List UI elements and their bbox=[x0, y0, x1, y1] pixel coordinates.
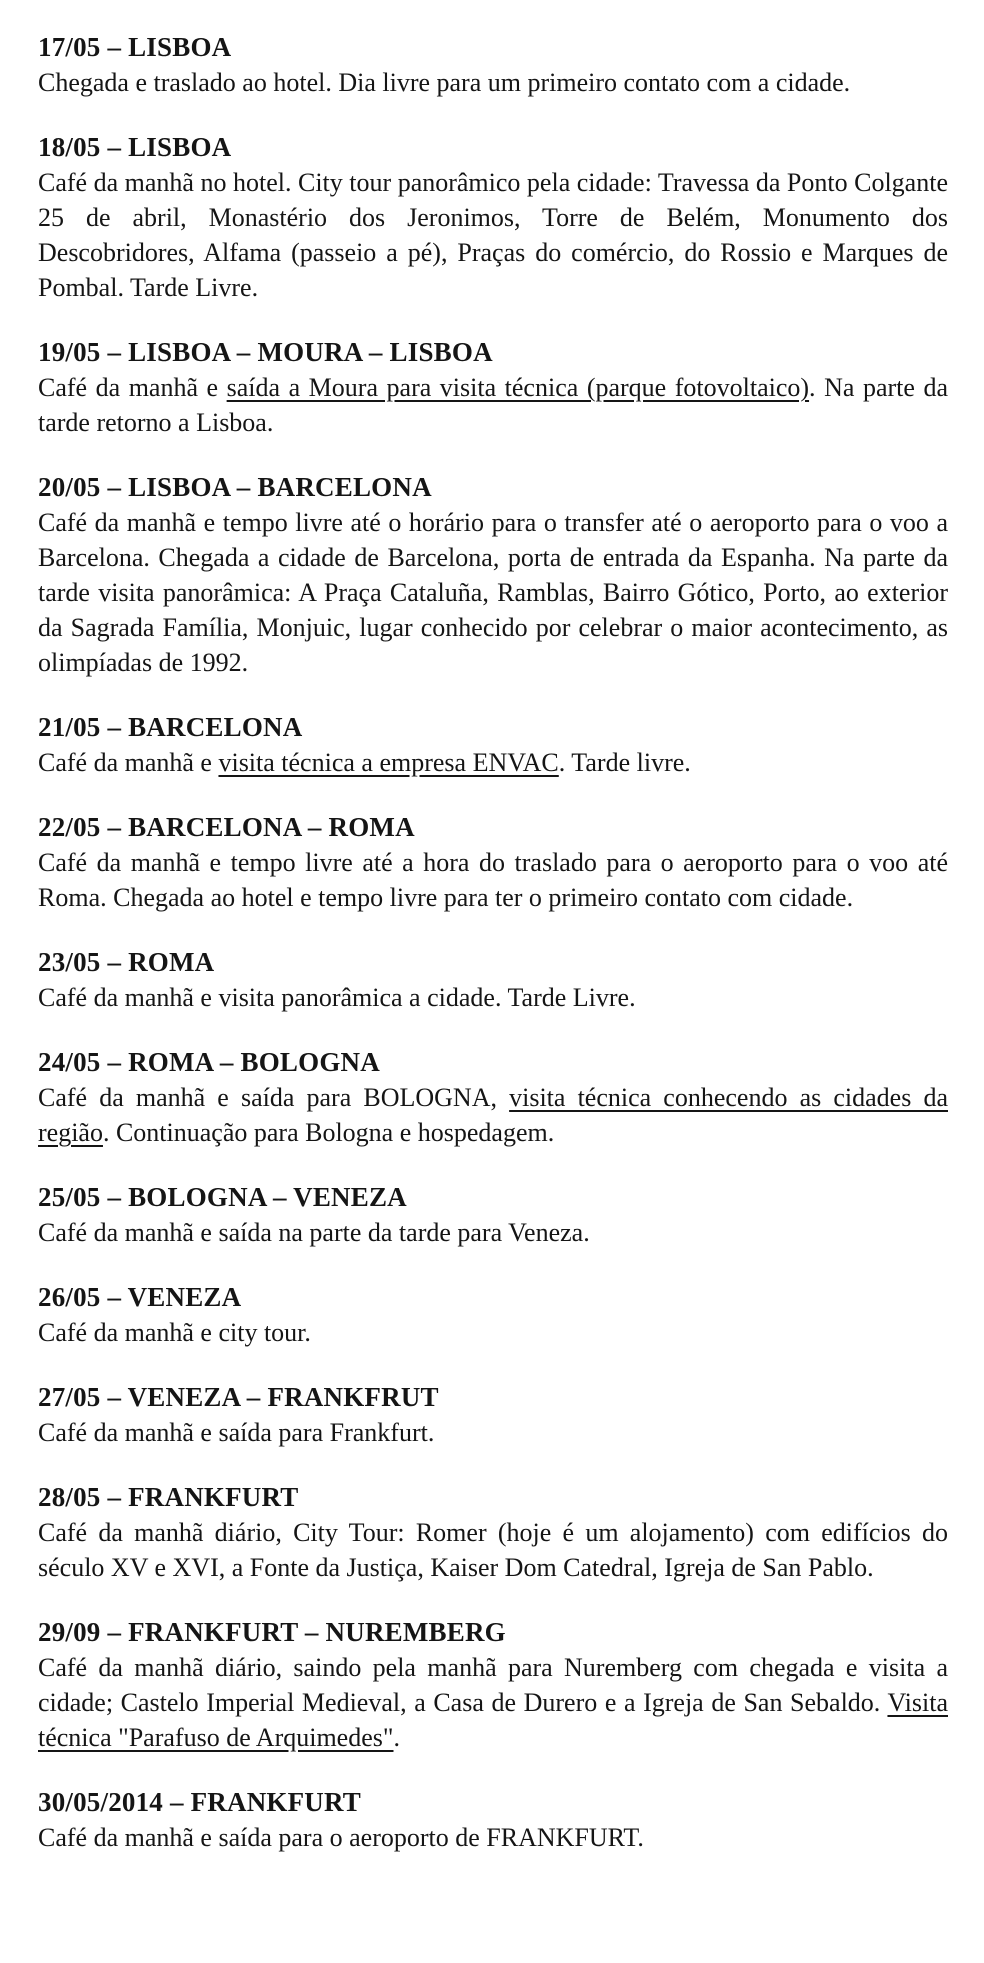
day-section bbox=[38, 1480, 948, 1585]
text-segment: Café da manhã diário, City Tour: Romer (hoje é um alojamento) com edifícios do século XV e XVI, a Fonte da Justiça, Kaiser Dom Catedral, Igreja de San Pablo. bbox=[38, 1518, 948, 1582]
text-segment: Chegada e traslado ao hotel. Dia livre para um primeiro contato com a cidade. bbox=[38, 68, 851, 97]
day-description bbox=[38, 845, 948, 915]
day-heading: 20/05 – LISBOA – BARCELONA bbox=[38, 472, 432, 502]
day-description bbox=[38, 980, 948, 1015]
day-section bbox=[38, 810, 948, 915]
day-heading: 22/05 – BARCELONA – ROMA bbox=[38, 812, 415, 842]
text-segment: Café da manhã no hotel. City tour panorâmico pela cidade: Travessa da Ponto Colgante 25 de abril, Monastério dos Jeronimos, Torre de Belém, Monumento dos Descobridores, Alfama (passeio a pé), Praças do comércio, do Rossio e Marques de Pombal. Tarde Livre. bbox=[38, 168, 948, 302]
day-description bbox=[38, 505, 948, 680]
day-heading: 25/05 – BOLOGNA – VENEZA bbox=[38, 1182, 407, 1212]
text-segment: Café da manhã e saída para BOLOGNA, bbox=[38, 1083, 510, 1112]
text-segment: Café da manhã e saída para o aeroporto de FRANKFURT. bbox=[38, 1823, 644, 1852]
day-section bbox=[38, 1280, 948, 1350]
day-description bbox=[38, 370, 948, 440]
day-section bbox=[38, 1045, 948, 1150]
day-section bbox=[38, 470, 948, 680]
day-heading: 18/05 – LISBOA bbox=[38, 132, 232, 162]
day-heading: 24/05 – ROMA – BOLOGNA bbox=[38, 1047, 380, 1077]
text-segment: . Continuação para Bologna e hospedagem. bbox=[102, 1118, 555, 1147]
day-heading: 17/05 – LISBOA bbox=[38, 32, 232, 62]
day-description bbox=[38, 1315, 948, 1350]
day-description bbox=[38, 1415, 948, 1450]
day-description bbox=[38, 1515, 948, 1585]
day-section bbox=[38, 1380, 948, 1450]
day-section bbox=[38, 1615, 948, 1755]
text-segment: Café da manhã e saída para Frankfurt. bbox=[38, 1418, 435, 1447]
text-segment: Café da manhã e visita panorâmica a cidade. Tarde Livre. bbox=[38, 983, 636, 1012]
text-segment: Café da manhã e bbox=[38, 748, 219, 777]
day-description bbox=[38, 745, 948, 780]
day-heading: 26/05 – VENEZA bbox=[38, 1282, 242, 1312]
day-description bbox=[38, 1650, 948, 1755]
day-description bbox=[38, 165, 948, 305]
day-heading: 29/09 – FRANKFURT – NUREMBERG bbox=[38, 1617, 506, 1647]
text-segment: Café da manhã diário, saindo pela manhã para Nuremberg com chegada e visita a cidade; Castelo Imperial Medieval, a Casa de Durero e a Igreja de San Sebaldo. bbox=[38, 1653, 948, 1717]
text-segment: Café da manhã e tempo livre até o horário para o transfer até o aeroporto para o voo a Barcelona. Chegada a cidade de Barcelona, porta de entrada da Espanha. Na parte da tarde visita panorâmica: A Praça Cataluña, Ramblas, Bairro Gótico, Porto, ao exterior da Sagrada Família, Monjuic, lugar conhecido por celebrar o maior acontecimento, as olimpíadas de 1992. bbox=[38, 508, 948, 677]
day-description bbox=[38, 1080, 948, 1150]
text-segment: Café da manhã e city tour. bbox=[38, 1318, 311, 1347]
underlined-phrase: saída a Moura para visita técnica (parque fotovoltaico) bbox=[226, 373, 810, 402]
day-heading: 23/05 – ROMA bbox=[38, 947, 215, 977]
text-segment: Café da manhã e bbox=[38, 373, 227, 402]
day-heading: 19/05 – LISBOA – MOURA – LISBOA bbox=[38, 337, 493, 367]
day-heading: 27/05 – VENEZA – FRANKFRUT bbox=[38, 1382, 439, 1412]
day-section bbox=[38, 1180, 948, 1250]
text-segment: Café da manhã e tempo livre até a hora do traslado para o aeroporto para o voo até Roma. Chegada ao hotel e tempo livre para ter o primeiro contato com cidade. bbox=[38, 848, 948, 912]
day-section bbox=[38, 710, 948, 780]
day-description bbox=[38, 1820, 948, 1855]
underlined-phrase: Visita técnica "Parafuso de Arquimedes" bbox=[38, 1688, 948, 1752]
day-heading: 28/05 – FRANKFURT bbox=[38, 1482, 299, 1512]
day-heading: 21/05 – BARCELONA bbox=[38, 712, 303, 742]
day-description bbox=[38, 1215, 948, 1250]
text-segment: Café da manhã e saída na parte da tarde para Veneza. bbox=[38, 1218, 590, 1247]
day-section bbox=[38, 1785, 948, 1855]
day-heading: 30/05/2014 – FRANKFURT bbox=[38, 1787, 361, 1817]
underlined-phrase: visita técnica a empresa ENVAC bbox=[218, 748, 559, 777]
underlined-phrase: visita técnica conhecendo as cidades da região bbox=[38, 1083, 948, 1147]
day-section bbox=[38, 30, 948, 100]
text-segment: . Na parte da tarde retorno a Lisboa. bbox=[38, 373, 948, 437]
day-section bbox=[38, 945, 948, 1015]
itinerary bbox=[38, 30, 948, 1855]
day-description bbox=[38, 65, 948, 100]
text-segment: . bbox=[393, 1723, 400, 1752]
day-section bbox=[38, 130, 948, 305]
day-section bbox=[38, 335, 948, 440]
text-segment: . Tarde livre. bbox=[558, 748, 691, 777]
